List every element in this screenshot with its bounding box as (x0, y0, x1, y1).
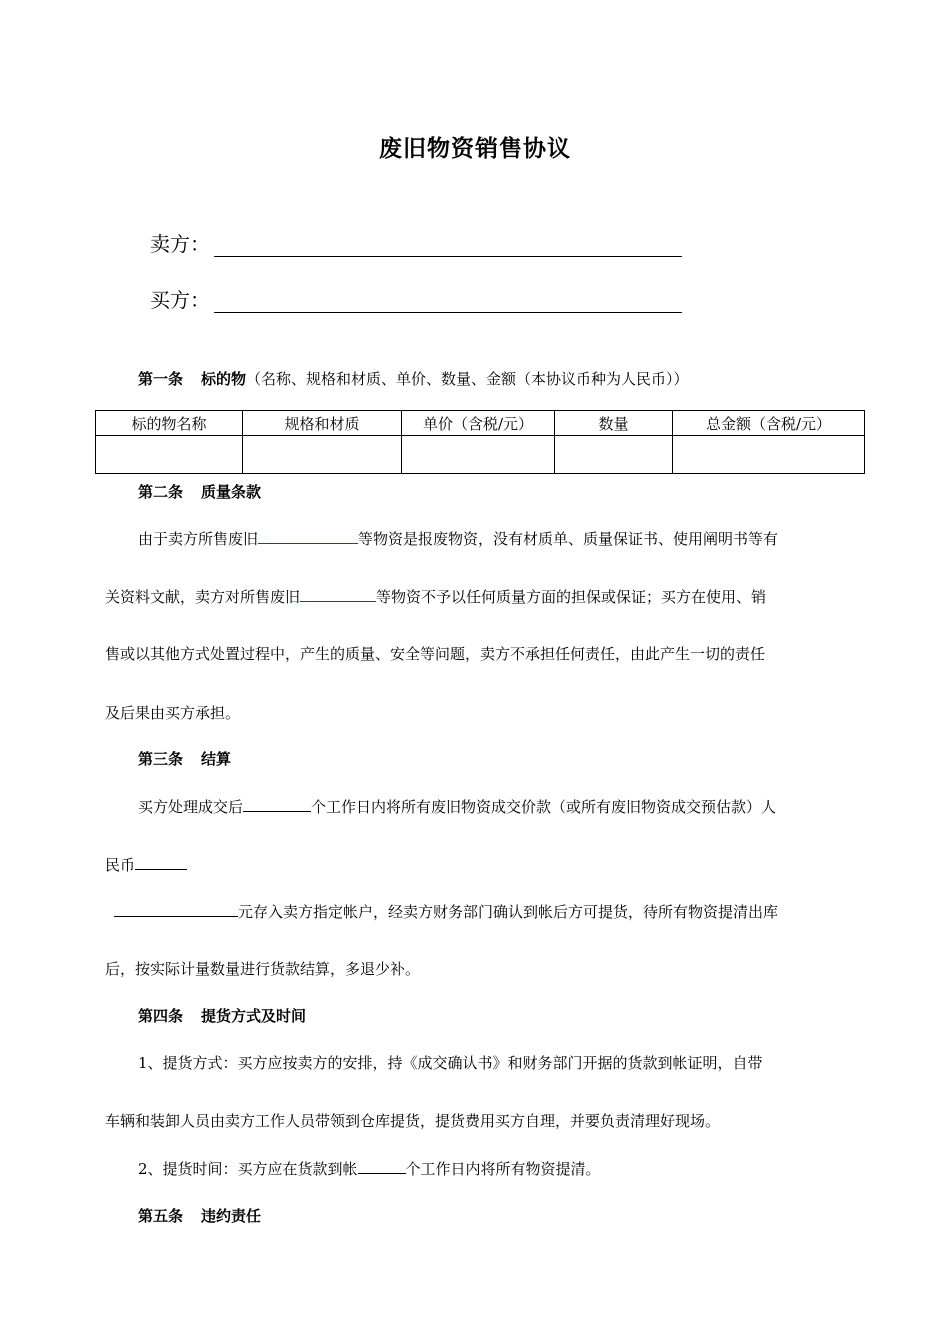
table-header-cell: 标的物名称 (96, 411, 243, 436)
table-header-cell: 数量 (555, 411, 673, 436)
table-cell (555, 436, 673, 474)
buyer-field (150, 284, 682, 313)
article4-number: 第四条 (138, 1007, 184, 1025)
article3-line-2 (105, 853, 187, 875)
article2-line-4: 及后果由买方承担。 (105, 704, 241, 722)
seller-blank-line (214, 234, 682, 257)
article3-text: 买方处理成交后 (138, 798, 244, 816)
article4-text: 个工作日内将所有物资提清。 (405, 1160, 601, 1178)
article4-text: 2、提货时间：买方应在货款到帐 (138, 1160, 358, 1178)
article3-number: 第三条 (138, 750, 184, 768)
material-blank-red (300, 585, 376, 602)
article3-line-4: 后，按实际计量数量进行货款结算，多退少补。 (105, 960, 421, 978)
article5-heading (138, 1205, 261, 1226)
table-header-cell: 总金额（含税/元） (673, 411, 865, 436)
article2-text: 等物资不予以任何质量方面的担保或保证；买方在使用、销 (376, 588, 767, 606)
article4-heading (138, 1005, 306, 1026)
table-header-cell: 规格和材质 (243, 411, 402, 436)
article2-line-2 (105, 585, 766, 607)
table-cell (673, 436, 865, 474)
article4-item1-line-2: 车辆和装卸人员由卖方工作人员带领到仓库提货，提货费用买方自理，并要负责清理好现场。 (105, 1112, 721, 1130)
article3-text: 民币 (105, 856, 136, 874)
article4-item1-line-1: 1、提货方式：买方应按卖方的安排，持《成交确认书》和财务部门开据的货款到帐证明，自带 (138, 1054, 763, 1072)
article3-subject: 结算 (201, 750, 232, 768)
material-blank-red (258, 527, 358, 544)
article5-number: 第五条 (138, 1207, 184, 1225)
article1-heading (138, 368, 689, 389)
table-cell (402, 436, 555, 474)
article2-text: 关资料文献，卖方对所售废旧 (105, 588, 301, 606)
pickup-days-blank (358, 1157, 406, 1174)
article2-text: 由于卖方所售废旧 (138, 530, 259, 548)
article1-note: （名称、规格和材质、单价、数量、金额（本协议币种为人民币）） (246, 370, 689, 388)
article5-subject: 违约责任 (201, 1207, 262, 1225)
article3-line-3 (114, 900, 778, 922)
table-header-row (96, 411, 865, 436)
article1-number: 第一条 (138, 370, 184, 388)
article2-heading (138, 481, 261, 502)
amount-blank (135, 853, 187, 870)
article3-text: 个工作日内将所有废旧物资成交价款（或所有废旧物资成交预估款）人 (311, 798, 777, 816)
article2-line-3: 售或以其他方式处置过程中，产生的质量、安全等问题，卖方不承担任何责任，由此产生一切的责任 (105, 645, 766, 663)
seller-field (150, 228, 682, 257)
article3-line-1 (138, 795, 776, 817)
article1-subject: 标的物 (201, 370, 247, 388)
article3-heading (138, 748, 231, 769)
amount-blank-continued (114, 900, 238, 917)
items-table (95, 410, 865, 474)
article2-text: 等物资是报废物资，没有材质单、质量保证书、使用阐明书等有 (358, 530, 779, 548)
table-cell (96, 436, 243, 474)
seller-label: 卖方： (150, 232, 210, 256)
buyer-label: 买方： (150, 288, 210, 312)
document-title: 废旧物资销售协议 (379, 135, 571, 162)
buyer-blank-line (214, 290, 682, 313)
table-row (96, 436, 865, 474)
days-blank (243, 795, 311, 812)
article2-number: 第二条 (138, 483, 184, 501)
article4-subject: 提货方式及时间 (201, 1007, 307, 1025)
article3-text: 元存入卖方指定帐户，经卖方财务部门确认到帐后方可提货，待所有物资提清出库 (238, 903, 779, 921)
table-header-cell: 单价（含税/元） (402, 411, 555, 436)
article2-line-1 (138, 527, 778, 549)
article4-item2 (138, 1157, 601, 1179)
article2-subject: 质量条款 (201, 483, 262, 501)
table-cell (243, 436, 402, 474)
